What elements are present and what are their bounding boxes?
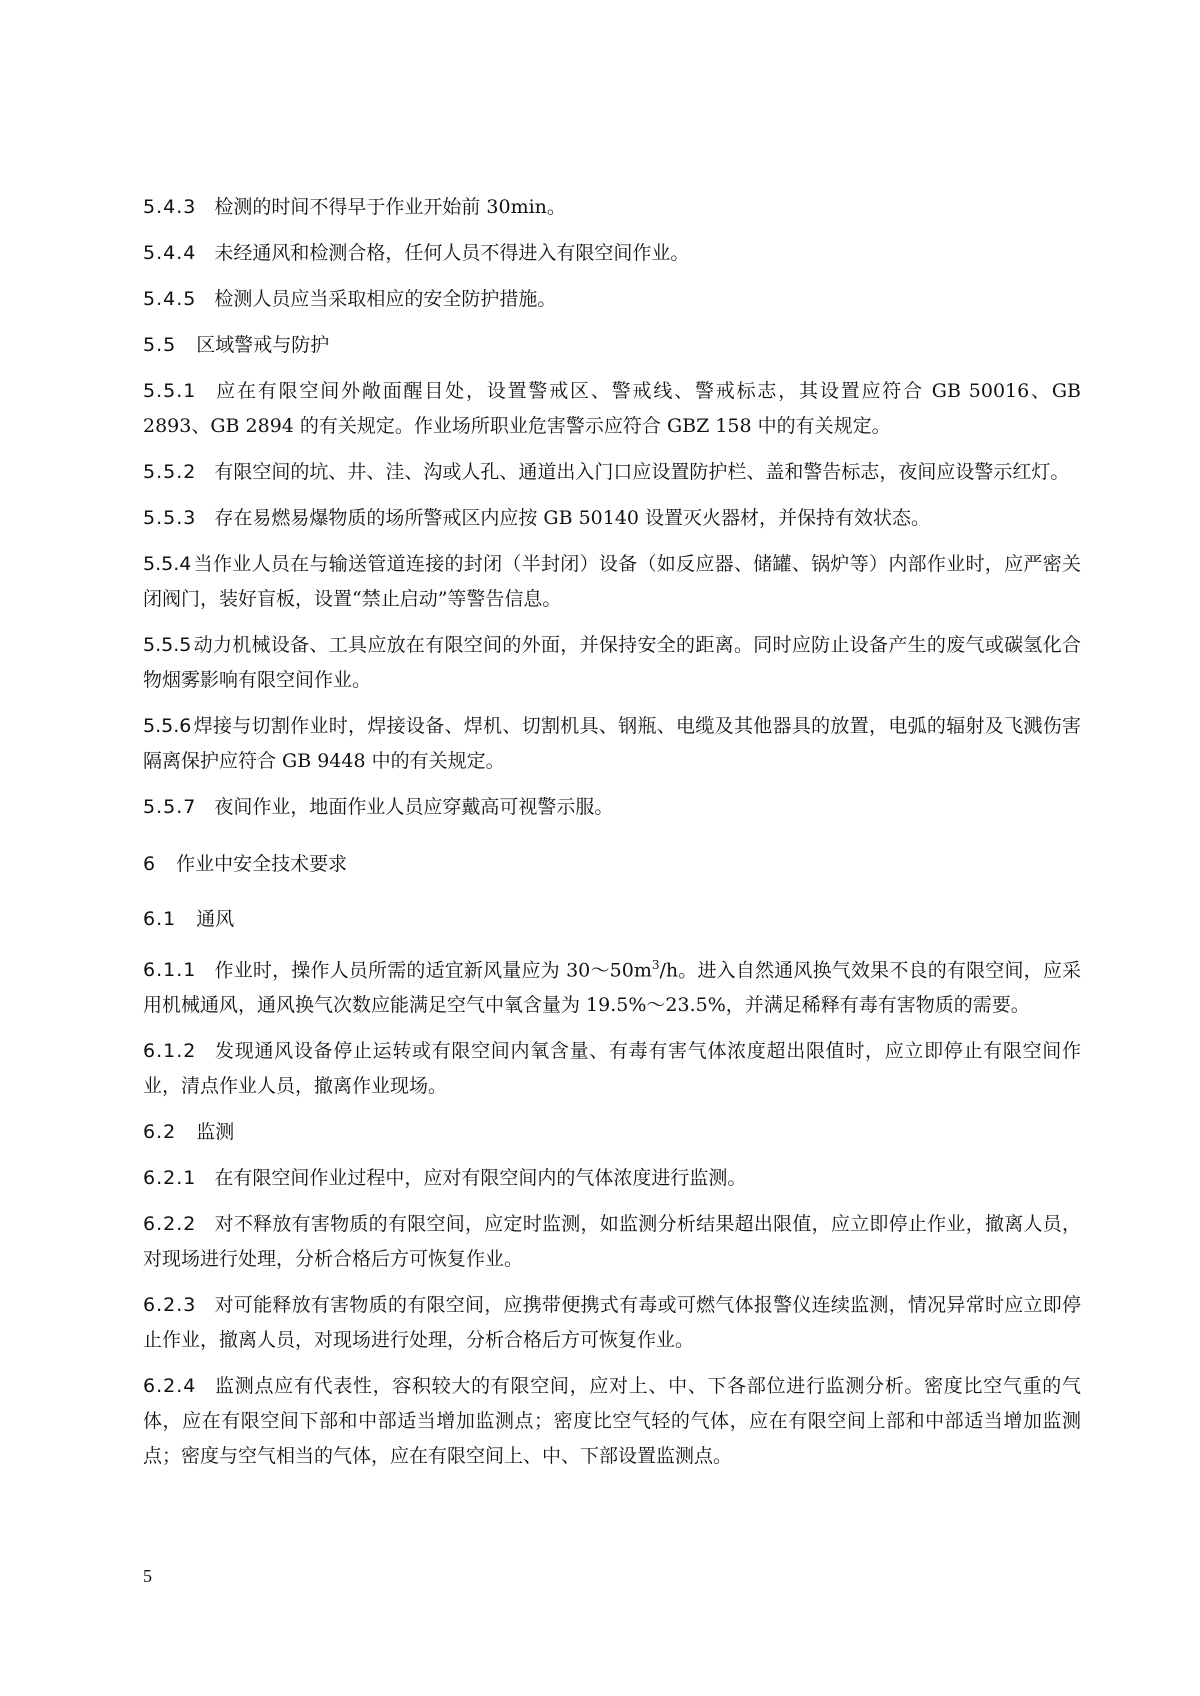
clause-number: 5.5.1 <box>143 380 197 402</box>
clause-number: 5.5.7 <box>143 796 197 818</box>
heading-6-2 <box>143 1115 1081 1150</box>
heading-number: 5.5 <box>143 334 177 356</box>
clause-number: 6.2.2 <box>143 1213 197 1236</box>
clause-text: 存在易燃易爆物质的场所警戒区内应按 GB 50140 设置灭火器材，并保持有效状态。 <box>214 507 931 529</box>
clause-text: 未经通风和检测合格，任何人员不得进入有限空间作业。 <box>214 242 690 264</box>
clause-5-5-7 <box>143 790 1081 825</box>
clause-number: 5.4.3 <box>143 196 197 218</box>
clause-text: 应在有限空间外敞面醒目处，设置警戒区、警戒线、警戒标志，其设置应符合 GB 50016、GB 2893、GB 2894 的有关规定。作业场所职业危害警示应符合 GBZ 158 中的有关规定。 <box>143 380 1081 437</box>
clause-5-5-6 <box>143 709 1081 779</box>
clause-5-5-2 <box>143 455 1081 490</box>
clause-number: 6.2.1 <box>143 1167 197 1190</box>
heading-6 <box>143 847 1081 882</box>
heading-title: 通风 <box>196 908 235 930</box>
clause-5-4-4 <box>143 236 1081 271</box>
clause-5-5-5 <box>143 628 1081 698</box>
clause-text: 检测的时间不得早于作业开始前 30min。 <box>214 196 566 218</box>
clause-text: 在有限空间作业过程中，应对有限空间内的气体浓度进行监测。 <box>214 1167 747 1190</box>
heading-title: 区域警戒与防护 <box>196 334 330 356</box>
clause-6-2-3 <box>143 1288 1081 1358</box>
clause-text-end: /h。进入自然通风换气效果不良的有限空间，应采用机械通风，通风换气次数应能满足空气中氧含量为 19.5%～23.5%，并满足稀释有毒有害物质的需要。 <box>143 959 1082 1017</box>
clause-number: 6.2.3 <box>143 1294 197 1317</box>
page-body <box>143 190 1081 1485</box>
clause-text: 发现通风设备停止运转或有限空间内氧含量、有毒有害气体浓度超出限值时，应立即停止有限空间作业，清点作业人员，撤离作业现场。 <box>143 1040 1081 1098</box>
clause-number: 6.1.2 <box>143 1040 197 1063</box>
clause-number: 5.5.4 <box>143 553 192 575</box>
clause-5-4-5 <box>143 282 1081 317</box>
clause-text: 动力机械设备、工具应放在有限空间的外面，并保持安全的距离。同时应防止设备产生的废气或碳氢化合物烟雾影响有限空间作业。 <box>143 634 1081 691</box>
clause-number: 6.2.4 <box>143 1375 197 1398</box>
clause-text: 焊接与切割作业时，焊接设备、焊机、切割机具、钢瓶、电缆及其他器具的放置，电弧的辐射及飞溅伤害隔离保护应符合 GB 9448 中的有关规定。 <box>143 715 1081 772</box>
clause-number: 5.5.6 <box>143 715 192 737</box>
clause-number: 6.1.1 <box>143 959 197 982</box>
clause-6-1-1 <box>143 948 1081 1023</box>
clause-text: 对不释放有害物质的有限空间，应定时监测，如监测分析结果超出限值，应立即停止作业，撤离人员，对现场进行处理，分析合格后方可恢复作业。 <box>143 1213 1081 1271</box>
clause-5-5-3 <box>143 501 1081 536</box>
clause-5-5-1 <box>143 374 1081 444</box>
clause-6-2-4 <box>143 1369 1081 1474</box>
superscript: 3 <box>651 958 660 972</box>
clause-number: 5.5.3 <box>143 507 197 529</box>
clause-number: 5.4.5 <box>143 288 197 310</box>
clause-text: 检测人员应当采取相应的安全防护措施。 <box>214 288 557 310</box>
clause-text: 监测点应有代表性，容积较大的有限空间，应对上、中、下各部位进行监测分析。密度比空气重的气体，应在有限空间下部和中部适当增加监测点；密度比空气轻的气体，应在有限空间上部和中部适当增加监测点；密度与空气相当的气体，应在有限空间上、中、下部设置监测点。 <box>143 1375 1081 1468</box>
heading-5-5 <box>143 328 1081 363</box>
heading-number: 6.1 <box>143 908 177 930</box>
clause-text: 对可能释放有害物质的有限空间，应携带便携式有毒或可燃气体报警仪连续监测，情况异常时应立即停止作业，撤离人员，对现场进行处理，分析合格后方可恢复作业。 <box>143 1294 1081 1352</box>
clause-number: 5.5.2 <box>143 461 197 483</box>
clause-6-1-2 <box>143 1034 1081 1104</box>
clause-text: 当作业人员在与输送管道连接的封闭（半封闭）设备（如反应器、储罐、锅炉等）内部作业时，应严密关闭阀门，装好盲板，设置“禁止启动”等警告信息。 <box>143 553 1081 610</box>
clause-text-start: 作业时，操作人员所需的适宜新风量应为 30～50m <box>214 959 652 982</box>
clause-number: 5.4.4 <box>143 242 197 264</box>
clause-5-4-3 <box>143 190 1081 225</box>
heading-6-1 <box>143 902 1081 937</box>
clause-6-2-2 <box>143 1207 1081 1277</box>
clause-5-5-4 <box>143 547 1081 617</box>
clause-text: 夜间作业，地面作业人员应穿戴高可视警示服。 <box>214 796 614 818</box>
clause-text: 有限空间的坑、井、洼、沟或人孔、通道出入门口应设置防护栏、盖和警告标志，夜间应设警示红灯。 <box>214 461 1070 483</box>
clause-number: 5.5.5 <box>143 634 192 656</box>
heading-number: 6 <box>143 853 157 875</box>
heading-title: 监测 <box>196 1121 235 1144</box>
page-number: 5 <box>143 1566 152 1586</box>
heading-title: 作业中安全技术要求 <box>176 853 348 875</box>
clause-6-2-1 <box>143 1161 1081 1196</box>
heading-number: 6.2 <box>143 1121 177 1144</box>
